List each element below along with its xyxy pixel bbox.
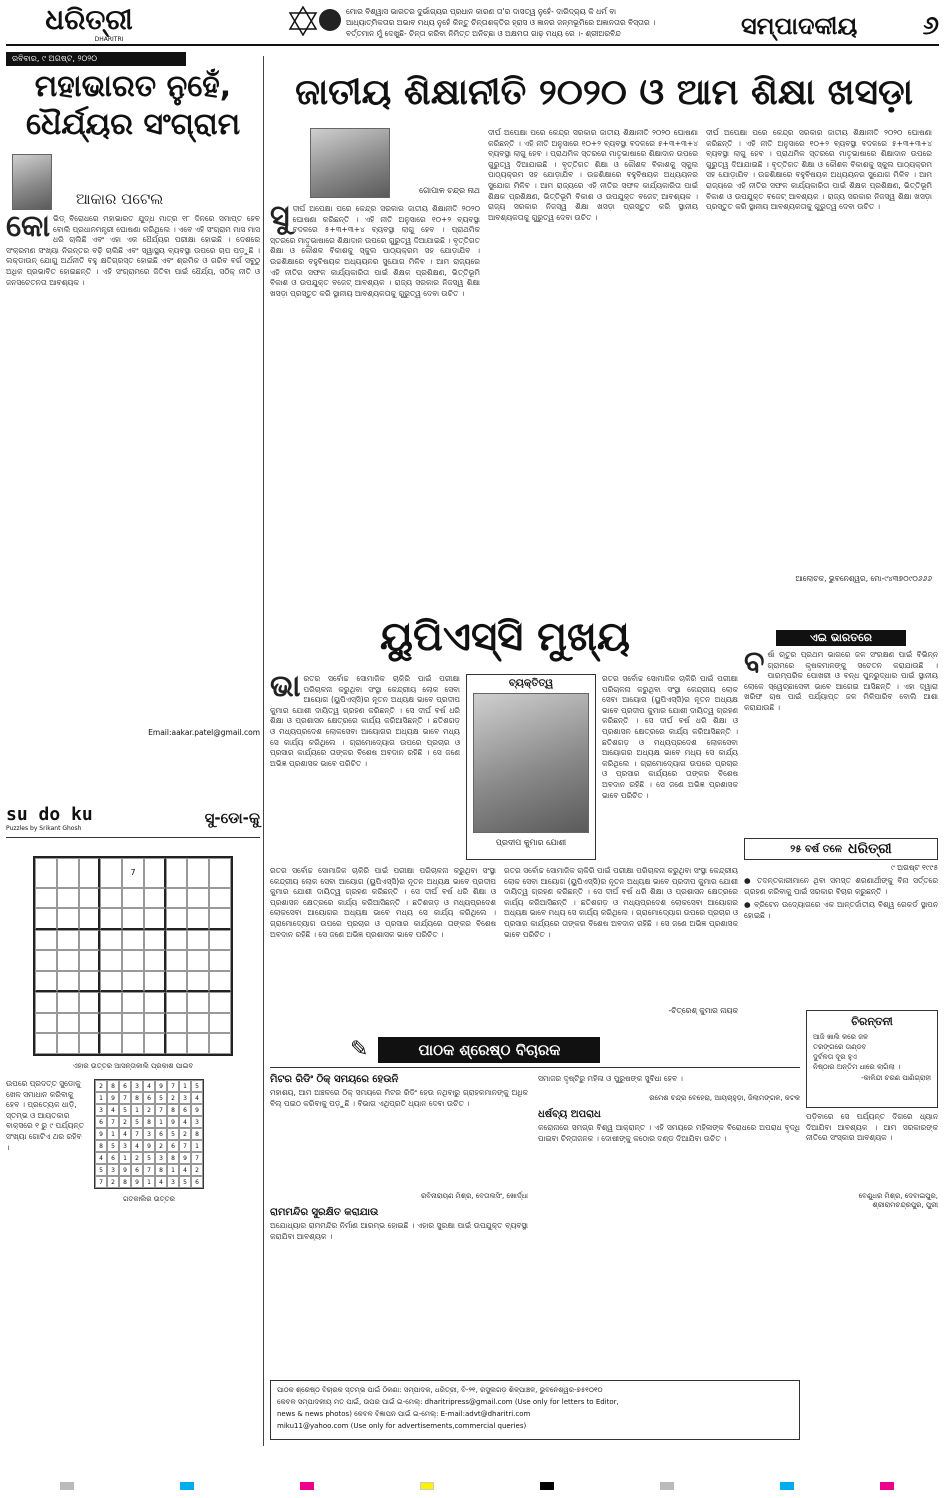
upsc-body-col3 bbox=[602, 674, 738, 860]
sudoku-cell[interactable] bbox=[35, 888, 57, 909]
solution-cell: 7 bbox=[179, 1140, 191, 1152]
sudoku-cell[interactable] bbox=[100, 930, 122, 951]
sudoku-title-or: ସୁ-ଡୋ-କୁ bbox=[204, 808, 260, 827]
personality-label: ବ୍ୟକ୍ତିତ୍ୱ bbox=[508, 678, 554, 689]
solution-cell: 7 bbox=[131, 1128, 143, 1140]
sudoku-cell[interactable] bbox=[57, 888, 79, 909]
twentyfive-item-text: ତଦନ୍ତକାରୀମାନେ ଥିବା ସମସ୍ତ ଶରଣାର୍ଥୀଙ୍କୁ ବିନା ସର୍ତ୍ତରେ ଗ୍ରହଣ କରିବାକୁ ପାଇଁ ସରକାର ବିଚାର କରୁଛନ୍ତି । bbox=[744, 876, 938, 896]
sudoku-caption: ଏହାର ଉତ୍ତର ଆସନ୍ତାକାଲି ପ୍ରକାଶ ପାଇବ bbox=[72, 1062, 194, 1070]
solution-cell: 1 bbox=[95, 1092, 107, 1104]
sudoku-cell[interactable] bbox=[166, 908, 188, 930]
footer-line: news & news photos) କେବଳ ବିଜ୍ଞାପନ ପାଇଁ ଇ-ମେଲ୍: E-mail:advt@dharitri.com bbox=[277, 1410, 531, 1418]
dropcap: କୋ bbox=[6, 214, 51, 244]
registration-mark bbox=[540, 1482, 554, 1490]
sudoku-cell[interactable] bbox=[144, 971, 166, 993]
solution-cell: 6 bbox=[167, 1140, 179, 1152]
dropcap: ସୁ bbox=[270, 204, 290, 234]
left-article bbox=[6, 68, 260, 738]
letter-title: ଧର୍ଷବ୍ୟ ଅପରାଧ bbox=[538, 1109, 601, 1120]
personality-photo bbox=[473, 693, 589, 833]
registration-mark bbox=[420, 1482, 434, 1490]
upsc-body-text: ରତର ସର୍ବୋଚ୍ଚ ସୋମାଜିକ ଚାକିରି ପାଇଁ ପରୀକ୍ଷା ପରିଚାଳନା କରୁଥିବା ସଂସ୍ଥା କେନ୍ଦ୍ରୀୟ ଲୋକ ସେବା ଆୟୋଗ (ୟୁପିଏସ୍‌ସି)ର ନୂତନ ଅଧ୍ୟକ୍ଷ ଭାବେ ପ୍ରଦୀପ କୁମାର ଯୋଶୀ ଦାୟିତ୍ୱ ଗ୍ରହଣ କରିଛନ୍ତି । ସେ ଦୀର୍ଘ ବର୍ଷ ଧରି ଶିକ୍ଷା ଓ ପ୍ରଶାସନ କ୍ଷେତ୍ରରେ କାର୍ଯ୍ୟ କରିଆସିଛନ୍ତି । ଛତିଶଗଡ଼ ଓ ମଧ୍ୟପ୍ରଦେଶ ଲୋକସେବା ଆୟୋଗର ଅଧ୍ୟକ୍ଷ ଭାବେ ମଧ୍ୟ ସେ କାର୍ଯ୍ୟ କରିଥିଲେ । ଗ୍ରାମୋଦ୍ୟୋଗ ଉପରେ ପ୍ରଚାର ଓ ପ୍ରସାର କାର୍ଯ୍ୟରେ ତାଙ୍କର ବିଶେଷ ଅବଦାନ ରହିଛି । ସେ ଜଣେ ଅଭିଜ୍ଞ ପ୍ରଶାସକ ଭାବେ ପରିଚିତ । bbox=[504, 866, 738, 939]
twentyfive-years-box bbox=[744, 838, 938, 998]
sudoku-cell[interactable] bbox=[57, 908, 79, 930]
sudoku-cell[interactable]: 7 bbox=[122, 858, 144, 888]
letter-sign: ରବିନାରାୟଣ ମିଶ୍ର, ବେତାଲସିଂ, ଖୋର୍ଦ୍ଧା bbox=[420, 1192, 528, 1200]
sudoku-cell[interactable] bbox=[122, 888, 144, 909]
footer-line: miku11@yahoo.com (Use only for advertisements,commercial queries) bbox=[277, 1422, 527, 1430]
sudoku-cell[interactable] bbox=[35, 971, 57, 993]
left-headline: ମହାଭାରତ ନୁହେଁ, ଧୈର୍ଯ୍ୟର ସଂଗ୍ରାମ bbox=[25, 69, 241, 142]
solution-cell: 2 bbox=[179, 1128, 191, 1140]
letters-section-title: ପାଠକ ଶ୍ରେଷ୍ଠ ବିଚାରକ bbox=[378, 1037, 600, 1063]
sudoku-cell[interactable] bbox=[79, 930, 101, 951]
solution-cell: 5 bbox=[167, 1128, 179, 1140]
sudoku-cell[interactable] bbox=[187, 950, 209, 971]
solution-cell: 8 bbox=[119, 1176, 131, 1188]
sudoku-solution-grid bbox=[94, 1079, 204, 1189]
letter-body bbox=[270, 1221, 528, 1301]
sudoku-cell[interactable] bbox=[187, 1013, 209, 1034]
solution-cell: 7 bbox=[167, 1080, 179, 1092]
author-email: Email:aakar.patel@gmail.com bbox=[148, 728, 260, 737]
footer-line: ପାଠକ ଶ୍ରେଷ୍ଠ ବିଚାରକ ସ୍ତମ୍ଭ ପାଇଁ ଠିକଣା: ସମ୍ପାଦକ, ଧରିତ୍ରୀ, ବି-୨୧, ରସୁଲଗଡ଼ ଶିଳ୍ପାଞ୍ଚଳ, ଭୁବନେଶ୍ୱର-୭୫୧୦୧୦ bbox=[277, 1386, 603, 1394]
sudoku-cell[interactable] bbox=[79, 908, 101, 930]
solution-cell: 8 bbox=[107, 1080, 119, 1092]
solution-cell: 6 bbox=[155, 1128, 167, 1140]
solution-cell: 1 bbox=[119, 1152, 131, 1164]
footer-line: କେବଳ ସମ୍ପାଦକୀୟ ମତ ପାଇଁ, ଉପର ପାଇଁ ଇ-ମେଲ୍: dharitripress@gmail.com (Use only for letters to Editor, bbox=[277, 1398, 619, 1406]
solution-cell: 8 bbox=[167, 1104, 179, 1116]
left-author: ଆକାର ପଟେଲ bbox=[76, 190, 164, 208]
solution-cell: 8 bbox=[143, 1116, 155, 1128]
twentyfive-item-text: ବ୍ରିଟେନ ଉଦ୍ୟୋଗରେ ଏକ ଆନ୍ତର୍ଜାତୀୟ ବିଶ୍ୱ ରେକର୍ଡ ସ୍ଥାପନ ହୋଇଛି । bbox=[744, 900, 938, 920]
upsc-headline: ୟୁପିଏସ୍‌ସି ମୁଖ୍ୟ bbox=[380, 614, 630, 660]
quote-line: ବର୍ତ୍ତମାନ ମୁଁ ଦେଖୁଛି- ଚିନ୍ତା କରିବା ନିମିତ୍ତ ଅନିଚ୍ଛା ଓ ଅକ୍ଷମତା ଗାଢ଼ ମଧ୍ୟ ରେ ।- ଶ୍ରୀଅରବିନ୍ଦ bbox=[346, 29, 621, 38]
sudoku-rules-text: ଉପରେ ପ୍ରଦତ୍ତ ସୁଡୋକୁ ଖେଳ ସମାଧାନ କରିବାକୁ ହେବ । ପ୍ରତ୍ୟେକ ଧାଡ଼ି, ସ୍ତମ୍ଭ ଓ ଆୟତକାର ବାକ୍ସରେ ୧ ରୁ ୯ ପର୍ଯ୍ୟନ୍ତ ସଂଖ୍ୟା ଗୋଟିଏ ଥର ରହିବ । bbox=[6, 1079, 84, 1152]
solution-cell: 3 bbox=[155, 1152, 167, 1164]
solution-cell: 6 bbox=[179, 1104, 191, 1116]
sudoku-cell[interactable] bbox=[209, 858, 231, 888]
emblem-circle-icon bbox=[319, 9, 341, 31]
twentyfive-label: ୨୫ ବର୍ଷ ତଳେ bbox=[790, 843, 842, 855]
letter-sign: ରମେଶ ଚନ୍ଦ୍ର ବେହେରା, ଆୟଚାହୁଡ଼ା, ଜିଲାମଙ୍ଗଳ, କଟକ bbox=[649, 1094, 800, 1102]
upsc-body-col5 bbox=[504, 866, 738, 1004]
main-headline: ଜାତୀୟ ଶିକ୍ଷାନୀତି ୨୦୨୦ ଓ ଆମ ଶିକ୍ଷା ଖସଡ଼ା bbox=[295, 72, 913, 113]
bullet-icon: ● bbox=[744, 876, 758, 885]
solution-cell: 5 bbox=[119, 1104, 131, 1116]
sudoku-cell[interactable] bbox=[209, 930, 231, 951]
solution-cell: 2 bbox=[167, 1092, 179, 1104]
solution-cell: 4 bbox=[119, 1128, 131, 1140]
solution-cell: 6 bbox=[119, 1080, 131, 1092]
registration-mark bbox=[60, 1482, 74, 1490]
section-label bbox=[741, 8, 939, 44]
solution-cell: 7 bbox=[107, 1116, 119, 1128]
solution-cell: 2 bbox=[95, 1080, 107, 1092]
twentyfive-brand: ଧରିତ୍ରୀ bbox=[848, 841, 892, 857]
solution-cell: 7 bbox=[155, 1104, 167, 1116]
solution-cell: 3 bbox=[95, 1104, 107, 1116]
solution-cell: 9 bbox=[167, 1116, 179, 1128]
ei-bharatare-text: ର୍ଷା ଋତୁର ପ୍ରଥମ ଭାଗରେ ଜଳ ସଂରକ୍ଷଣ ପାଇଁ ବିଭିନ୍ନ ଗ୍ରାମରେ କୃଷକମାନଙ୍କୁ ସଚେତନ କରାଯାଉଛି । ପାରମ୍ପରିକ ପୋଖରୀ ଓ ବନ୍ଧ ପୁନରୁଦ୍ଧାର ପାଇଁ ସ୍ଥାନୀୟ ଲୋକେ ସ୍ୱେଚ୍ଛାସେବୀ ଭାବେ ଆଗେଇ ଆସିଛନ୍ତି । ଏହା ଦ୍ୱାରା ଖରିଫ ଚାଷ ପାଇଁ ପର୍ଯ୍ୟାପ୍ତ ଜଳ ମିଳିପାରିବ ବୋଲି ଆଶା କରାଯାଉଛି । bbox=[744, 650, 938, 712]
quote-line: ଆଧ୍ୟାତ୍ମିକତାର ଅଭାବ ମଧ୍ୟ ନୁହେଁ କିନ୍ତୁ ଚିନ୍ତାଶକ୍ତିର ହ୍ରାସ ଓ ଜ୍ଞାନର ଜନ୍ମଭୂମିରେ ଅଜ୍ଞାନତାର ବିସ୍ତାର । bbox=[346, 18, 656, 27]
sudoku-cell[interactable] bbox=[57, 1033, 79, 1054]
dropcap: ବ bbox=[744, 650, 765, 680]
logo-sub: DHARITRI bbox=[94, 36, 124, 43]
solution-cell: 8 bbox=[155, 1164, 167, 1176]
sudoku-cell[interactable] bbox=[187, 992, 209, 1013]
sudoku-cell[interactable] bbox=[122, 930, 144, 951]
sudoku-cell[interactable] bbox=[187, 930, 209, 951]
solution-cell: 1 bbox=[143, 1176, 155, 1188]
solution-cell: 1 bbox=[131, 1104, 143, 1116]
letter-title: ରାମମନ୍ଦିର ସୁରକ୍ଷିତ କରାଯାଉ bbox=[270, 1207, 379, 1218]
solution-cell: 9 bbox=[95, 1128, 107, 1140]
photo-caption: ପ୍ରଦୀପ କୁମାର ଯୋଶୀ bbox=[495, 838, 567, 847]
sudoku-cell[interactable] bbox=[100, 908, 122, 930]
author-photo bbox=[12, 154, 52, 210]
sudoku-cell[interactable] bbox=[79, 992, 101, 1013]
solution-cell: 2 bbox=[143, 1104, 155, 1116]
sudoku-cell[interactable] bbox=[209, 908, 231, 930]
solution-cell: 8 bbox=[191, 1128, 203, 1140]
sudoku-cell[interactable] bbox=[166, 950, 188, 971]
sudoku-cell[interactable] bbox=[144, 1013, 166, 1034]
left-body-text: ଭିଡ୍ ବିରୋଧରେ ମହାଭାରତ ଯୁଦ୍ଧ ମାତ୍ର ୧୮ ଦିନରେ ସମାପ୍ତ ହେବ ବୋଲି ପ୍ରଧାନମନ୍ତ୍ରୀ ଘୋଷଣା କରିଥିଲେ । ଏବେ ଏହି ସଂଗ୍ରାମ ମାସ ମାସ ଧରି ଚାଲିଛି ଏବଂ ଏହା ଏକ ଧୈର୍ଯ୍ୟର ପରୀକ୍ଷା ହୋଇଛି । ଦେଶରେ ସଂକ୍ରମଣ ସଂଖ୍ୟା ନିରନ୍ତର ବଢ଼ି ଚାଲିଛି ଏବଂ ସ୍ୱାସ୍ଥ୍ୟ ବ୍ୟବସ୍ଥା ଉପରେ ଚାପ ପଡ଼ୁଛି । ଲକ୍‌ଡାଉନ୍ ଯୋଗୁ ଅର୍ଥନୀତି ବହୁ କ୍ଷତିଗ୍ରସ୍ତ ହୋଇଛି ଏବଂ ଶ୍ରମିକ ଓ ଗରିବ ବର୍ଗ ସବୁଠୁ ଅଧିକ ପ୍ରଭାବିତ ହୋଇଛନ୍ତି । ଏହି ସଂଗ୍ରାମରେ ଜିତିବା ପାଇଁ ଧୈର୍ଯ୍ୟ, ସଠିକ୍ ନୀତି ଓ ଜନସଚେତନତା ଆବଶ୍ୟକ । bbox=[6, 214, 260, 287]
sudoku-cell[interactable] bbox=[144, 930, 166, 951]
sudoku-subtitle: Puzzles by Srikant Ghosh bbox=[6, 824, 82, 832]
solution-cell: 2 bbox=[131, 1152, 143, 1164]
solution-cell: 9 bbox=[119, 1164, 131, 1176]
masthead bbox=[6, 4, 939, 54]
tail-note-text: ପଡ଼ିବାରେ ସେ ପର୍ଯ୍ୟନ୍ତ ଦିଗରେ ଧ୍ୟାନ ଦିଆଯିବା ଆବଶ୍ୟକ । ଆମ ସରକାରଙ୍କ ନୀତିରେ ସଂସ୍କାର ଆବଶ୍ୟକ । bbox=[806, 1112, 938, 1143]
sudoku-cell[interactable] bbox=[35, 1033, 57, 1054]
sudoku-cell[interactable] bbox=[209, 992, 231, 1013]
sudoku-cell[interactable] bbox=[100, 888, 122, 909]
main-article bbox=[270, 128, 938, 598]
sudoku-cell[interactable] bbox=[144, 1033, 166, 1054]
upsc-body-col4 bbox=[270, 866, 496, 1016]
solution-cell: 4 bbox=[155, 1176, 167, 1188]
solution-cell: 9 bbox=[131, 1176, 143, 1188]
sudoku-cell[interactable] bbox=[187, 888, 209, 909]
solution-cell: 8 bbox=[167, 1152, 179, 1164]
sudoku-cell[interactable] bbox=[57, 858, 79, 888]
sudoku-cell[interactable] bbox=[122, 992, 144, 1013]
solution-cell: 6 bbox=[131, 1164, 143, 1176]
solution-cell: 5 bbox=[107, 1140, 119, 1152]
sudoku-cell[interactable] bbox=[35, 858, 57, 888]
sudoku-cell[interactable] bbox=[122, 1033, 144, 1054]
registration-mark bbox=[180, 1482, 194, 1490]
solution-cell: 5 bbox=[95, 1164, 107, 1176]
solution-cell: 1 bbox=[167, 1164, 179, 1176]
upsc-body-text: ରତର ସର୍ବୋଚ୍ଚ ସୋମାଜିକ ଚାକିରି ପାଇଁ ପରୀକ୍ଷା ପରିଚାଳନା କରୁଥିବା ସଂସ୍ଥା କେନ୍ଦ୍ରୀୟ ଲୋକ ସେବା ଆୟୋଗ (ୟୁପିଏସ୍‌ସି)ର ନୂତନ ଅଧ୍ୟକ୍ଷ ଭାବେ ପ୍ରଦୀପ କୁମାର ଯୋଶୀ ଦାୟିତ୍ୱ ଗ୍ରହଣ କରିଛନ୍ତି । ସେ ଦୀର୍ଘ ବର୍ଷ ଧରି ଶିକ୍ଷା ଓ ପ୍ରଶାସନ କ୍ଷେତ୍ରରେ କାର୍ଯ୍ୟ କରିଆସିଛନ୍ତି । ଛତିଶଗଡ଼ ଓ ମଧ୍ୟପ୍ରଦେଶ ଲୋକସେବା ଆୟୋଗର ଅଧ୍ୟକ୍ଷ ଭାବେ ମଧ୍ୟ ସେ କାର୍ଯ୍ୟ କରିଥିଲେ । ଗ୍ରାମୋଦ୍ୟୋଗ ଉପରେ ପ୍ରଚାର ଓ ପ୍ରସାର କାର୍ଯ୍ୟରେ ତାଙ୍କର ବିଶେଷ ଅବଦାନ ରହିଛି । ସେ ଜଣେ ଅଭିଜ୍ଞ ପ୍ରଶାସକ ଭାବେ ପରିଚିତ । bbox=[270, 866, 496, 939]
letter-body-text: ଅଯୋଧ୍ୟାର ରାମମନ୍ଦିର ନିର୍ମାଣ ଆରମ୍ଭ ହୋଇଛି । ଏହାର ସୁରକ୍ଷା ପାଇଁ ଉପଯୁକ୍ତ ବ୍ୟବସ୍ଥା କରାଯିବା ଆବଶ୍ୟକ । bbox=[270, 1221, 528, 1241]
sudoku-cell[interactable] bbox=[209, 1033, 231, 1054]
sudoku-cell[interactable] bbox=[187, 908, 209, 930]
twentyfive-date: ୯ ଅଗଷ୍ଟ ୧୯୯୫ bbox=[891, 863, 938, 872]
sudoku-cell[interactable] bbox=[144, 858, 166, 888]
solution-cell: 5 bbox=[131, 1116, 143, 1128]
letter-body-text: ମହାଶୟ, ଆମ ଅଞ୍ଚଳରେ ଠିକ୍ ସମୟରେ ମିଟର ରିଡିଂ ହେଉ ନଥିବାରୁ ଗ୍ରାହକମାନଙ୍କୁ ଅଧିକ ବିଲ୍ ପଇଠ କରିବାକୁ ପଡ଼ୁଛି । ବିଭାଗ ଏଥିପ୍ରତି ଧ୍ୟାନ ଦେବା ଉଚିତ । bbox=[270, 1088, 528, 1108]
sudoku-cell[interactable] bbox=[166, 858, 188, 888]
registration-mark bbox=[780, 1482, 794, 1490]
tail-note-sign: ବେଣୁଧର ମିଶ୍ର, ଦେବାଇପୁର, ଶ୍ରୀରାମଚନ୍ଦ୍ରପୁର, ପୁରୀ bbox=[858, 1192, 938, 1209]
sudoku-cell[interactable] bbox=[35, 1013, 57, 1034]
tail-note-body bbox=[806, 1112, 938, 1192]
solution-cell: 5 bbox=[179, 1176, 191, 1188]
chirantani-title: ଚିରନ୍ତନୀ bbox=[851, 1015, 893, 1028]
sudoku-cell[interactable] bbox=[166, 930, 188, 951]
sudoku-cell[interactable] bbox=[122, 1013, 144, 1034]
solution-cell: 4 bbox=[95, 1152, 107, 1164]
sudoku-cell[interactable] bbox=[144, 908, 166, 930]
date-bar bbox=[6, 52, 186, 66]
left-body bbox=[6, 214, 260, 726]
solution-cell: 5 bbox=[143, 1152, 155, 1164]
sudoku-cell[interactable] bbox=[79, 858, 101, 888]
solution-caption: ଗତକାଲିର ଉତ୍ତର bbox=[123, 1195, 175, 1203]
sudoku-cell[interactable] bbox=[79, 1033, 101, 1054]
sudoku-cell[interactable] bbox=[209, 888, 231, 909]
personality-box bbox=[466, 674, 596, 860]
solution-cell: 3 bbox=[167, 1176, 179, 1188]
sudoku-cell[interactable] bbox=[79, 1013, 101, 1034]
solution-cell: 6 bbox=[107, 1152, 119, 1164]
sudoku-cell[interactable] bbox=[122, 950, 144, 971]
sudoku-cell[interactable] bbox=[79, 888, 101, 909]
sudoku-cell[interactable] bbox=[35, 930, 57, 951]
main-body-col3 bbox=[706, 128, 932, 568]
solution-cell: 8 bbox=[131, 1092, 143, 1104]
sudoku-cell[interactable] bbox=[166, 992, 188, 1013]
solution-cell: 4 bbox=[191, 1092, 203, 1104]
logo-text: ଧରିତ୍ରୀ bbox=[45, 3, 133, 36]
upsc-body-text: ରତର ସର୍ବୋଚ୍ଚ ସୋମାଜିକ ଚାକିରି ପାଇଁ ପରୀକ୍ଷା ପରିଚାଳନା କରୁଥିବା ସଂସ୍ଥା କେନ୍ଦ୍ରୀୟ ଲୋକ ସେବା ଆୟୋଗ (ୟୁପିଏସ୍‌ସି)ର ନୂତନ ଅଧ୍ୟକ୍ଷ ଭାବେ ପ୍ରଦୀପ କୁମାର ଯୋଶୀ ଦାୟିତ୍ୱ ଗ୍ରହଣ କରିଛନ୍ତି । ସେ ଦୀର୍ଘ ବର୍ଷ ଧରି ଶିକ୍ଷା ଓ ପ୍ରଶାସନ କ୍ଷେତ୍ରରେ କାର୍ଯ୍ୟ କରିଆସିଛନ୍ତି । ଛତିଶଗଡ଼ ଓ ମଧ୍ୟପ୍ରଦେଶ ଲୋକସେବା ଆୟୋଗର ଅଧ୍ୟକ୍ଷ ଭାବେ ମଧ୍ୟ ସେ କାର୍ଯ୍ୟ କରିଥିଲେ । ଗ୍ରାମୋଦ୍ୟୋଗ ଉପରେ ପ୍ରଚାର ଓ ପ୍ରସାର କାର୍ଯ୍ୟରେ ତାଙ୍କର ବିଶେଷ ଅବଦାନ ରହିଛି । ସେ ଜଣେ ଅଭିଜ୍ଞ ପ୍ରଶାସକ ଭାବେ ପରିଚିତ । bbox=[270, 674, 460, 768]
masthead-rule bbox=[6, 44, 939, 46]
sudoku-cell[interactable] bbox=[187, 858, 209, 888]
letter-title: ମିଟର ରିଡିଂ ଠିକ୍ ସମୟରେ ହେଉନି bbox=[270, 1074, 399, 1085]
upsc-article-cont bbox=[270, 866, 740, 1016]
solution-cell: 2 bbox=[155, 1140, 167, 1152]
sudoku-grid[interactable] bbox=[33, 856, 233, 1056]
poem-line: ଦୁର୍ବଳତା ଦୂର ହୁଏ bbox=[813, 1053, 857, 1061]
solution-cell: 8 bbox=[95, 1140, 107, 1152]
bullet-icon: ● bbox=[744, 900, 755, 910]
sudoku-cell[interactable] bbox=[100, 992, 122, 1013]
upsc-body-text: ରତର ସର୍ବୋଚ୍ଚ ସୋମାଜିକ ଚାକିରି ପାଇଁ ପରୀକ୍ଷା ପରିଚାଳନା କରୁଥିବା ସଂସ୍ଥା କେନ୍ଦ୍ରୀୟ ଲୋକ ସେବା ଆୟୋଗ (ୟୁପିଏସ୍‌ସି)ର ନୂତନ ଅଧ୍ୟକ୍ଷ ଭାବେ ପ୍ରଦୀପ କୁମାର ଯୋଶୀ ଦାୟିତ୍ୱ ଗ୍ରହଣ କରିଛନ୍ତି । ସେ ଦୀର୍ଘ ବର୍ଷ ଧରି ଶିକ୍ଷା ଓ ପ୍ରଶାସନ କ୍ଷେତ୍ରରେ କାର୍ଯ୍ୟ କରିଆସିଛନ୍ତି । ଛତିଶଗଡ଼ ଓ ମଧ୍ୟପ୍ରଦେଶ ଲୋକସେବା ଆୟୋଗର ଅଧ୍ୟକ୍ଷ ଭାବେ ମଧ୍ୟ ସେ କାର୍ଯ୍ୟ କରିଥିଲେ । ଗ୍ରାମୋଦ୍ୟୋଗ ଉପରେ ପ୍ରଚାର ଓ ପ୍ରସାର କାର୍ଯ୍ୟରେ ତାଙ୍କର ବିଶେଷ ଅବଦାନ ରହିଛି । ସେ ଜଣେ ଅଭିଜ୍ଞ ପ୍ରଶାସକ ଭାବେ ପରିଚିତ । bbox=[602, 674, 738, 800]
dropcap: ଭା bbox=[270, 674, 301, 704]
solution-cell: 3 bbox=[179, 1092, 191, 1104]
sudoku-cell[interactable] bbox=[100, 1013, 122, 1034]
star-emblem-icon bbox=[288, 6, 318, 36]
solution-cell: 7 bbox=[191, 1152, 203, 1164]
sudoku-cell[interactable] bbox=[187, 1033, 209, 1054]
sudoku-cell[interactable] bbox=[35, 908, 57, 930]
pen-icon: ✎ bbox=[350, 1037, 369, 1062]
sudoku-cell[interactable] bbox=[100, 858, 122, 888]
sudoku-cell[interactable] bbox=[100, 971, 122, 993]
letter-body-text: ସମାଜର ଦୃଷ୍ଟିରୁ ମହିଳା ଓ ପୁରୁଷଙ୍କ ସୁବିଧା ହେବ । bbox=[538, 1074, 683, 1083]
main-signature: ଆଲୋଚକ, ଭୁବନେଶ୍ୱର, ମୋ-୯୪୩୭୦୯୦୬୬୬ bbox=[795, 574, 932, 583]
letter-body bbox=[538, 1123, 800, 1303]
solution-cell: 2 bbox=[119, 1116, 131, 1128]
sudoku-cell[interactable] bbox=[35, 992, 57, 1013]
upsc-article bbox=[270, 674, 740, 864]
sudoku-cell[interactable] bbox=[57, 950, 79, 971]
main-body-col2 bbox=[488, 128, 698, 588]
sudoku-rules bbox=[6, 1079, 86, 1219]
solution-cell: 9 bbox=[155, 1080, 167, 1092]
sudoku-cell[interactable] bbox=[122, 908, 144, 930]
solution-cell: 3 bbox=[191, 1116, 203, 1128]
main-author: ଗୋପାଳ ଚନ୍ଦ୍ର ନାଥ bbox=[419, 186, 480, 195]
solution-cell: 2 bbox=[107, 1176, 119, 1188]
sudoku-cell[interactable] bbox=[57, 992, 79, 1013]
solution-cell: 1 bbox=[191, 1140, 203, 1152]
solution-cell: 1 bbox=[179, 1080, 191, 1092]
sudoku-cell[interactable] bbox=[57, 930, 79, 951]
letter-body bbox=[270, 1088, 528, 1192]
solution-cell: 4 bbox=[143, 1080, 155, 1092]
sudoku-cell[interactable] bbox=[166, 1013, 188, 1034]
twentyfive-item bbox=[744, 900, 938, 921]
main-body bbox=[270, 204, 480, 574]
solution-cell: 3 bbox=[107, 1164, 119, 1176]
sudoku-cell[interactable] bbox=[166, 1033, 188, 1054]
solution-cell: 1 bbox=[107, 1128, 119, 1140]
twentyfive-item bbox=[744, 876, 938, 897]
solution-cell: 4 bbox=[131, 1140, 143, 1152]
letter-body-text: କରୋନାରେ ସମଗ୍ର ବିଶ୍ୱ ଆକ୍ରାନ୍ତ । ଏହି ସମୟରେ ମହିଳାଙ୍କ ବିରୋଧରେ ଅପରାଧ ବୃଦ୍ଧି ପାଇବା ଚିନ୍ତାଜନକ । ଦୋଷୀଙ୍କୁ କଠୋର ଦଣ୍ଡ ଦିଆଯିବା ଉଚିତ । bbox=[538, 1123, 800, 1143]
letters-footer bbox=[270, 1380, 800, 1440]
poem-line: ତରଙ୍ଗରେ ତାଣ୍ଡବ bbox=[813, 1043, 867, 1051]
tail-note bbox=[806, 1112, 938, 1222]
sudoku-cell[interactable] bbox=[166, 971, 188, 993]
poem-line: ନିଷ୍ଠାର ଅନ୍ତିମ ଧାରେ ଲାଗିଲା । bbox=[813, 1063, 901, 1071]
ei-bharatare-title: ଏଇ ଭାରତରେ bbox=[776, 630, 906, 646]
column-rule bbox=[263, 56, 264, 1446]
registration-mark bbox=[880, 1482, 894, 1490]
poem-line: ଆଜି ଖାଲି କରେ ଜଳ bbox=[813, 1033, 869, 1041]
solution-cell: 4 bbox=[107, 1104, 119, 1116]
sudoku-title-en: su do ku bbox=[6, 803, 93, 825]
solution-cell: 2 bbox=[191, 1164, 203, 1176]
page-number: ୬ bbox=[922, 10, 939, 41]
main-body-text: ଦୀର୍ଘ ଅପେକ୍ଷା ପରେ କେନ୍ଦ୍ର ସରକାର ଜାତୀୟ ଶିକ୍ଷାନୀତି ୨୦୨୦ ଘୋଷଣା କରିଛନ୍ତି । ଏହି ନୀତି ଅନୁସାରେ ୧୦+୨ ବ୍ୟବସ୍ଥା ବଦଳରେ ୫+୩+୩+୪ ବ୍ୟବସ୍ଥା ଲାଗୁ ହେବ । ପ୍ରାଥମିକ ସ୍ତରରେ ମାତୃଭାଷାରେ ଶିକ୍ଷାଦାନ ଉପରେ ଗୁରୁତ୍ୱ ଦିଆଯାଇଛି । ବୃତ୍ତିଗତ ଶିକ୍ଷା ଓ କୌଶଳ ବିକାଶକୁ ସ୍କୁଲ ପାଠ୍ୟକ୍ରମ ସହ ଯୋଡ଼ାଯିବ । ଉଚ୍ଚଶିକ୍ଷାରେ ବହୁବିଷୟକ ଅଧ୍ୟୟନର ସୁଯୋଗ ମିଳିବ । ଆମ ରାଜ୍ୟରେ ଏହି ନୀତିର ସଫଳ କାର୍ଯ୍ୟକାରିତା ପାଇଁ ଶିକ୍ଷକ ପ୍ରଶିକ୍ଷଣ, ଭିତ୍ତିଭୂମି ବିକାଶ ଓ ଉପଯୁକ୍ତ ବଜେଟ୍ ଆବଶ୍ୟକ । ରାଜ୍ୟ ସରକାର ନିଜସ୍ୱ ଶିକ୍ଷା ଖସଡ଼ା ପ୍ରସ୍ତୁତ କରି ସ୍ଥାନୀୟ ଆବଶ୍ୟକତାକୁ ଗୁରୁତ୍ୱ ଦେବା ଉଚିତ । bbox=[270, 204, 480, 298]
quote-line: ମୋର ବିଶ୍ୱାସ ଭାରତର ଦୁର୍ଭାଗ୍ୟର ପ୍ରଧାନ କାରଣ ତା'ର ଦାସତ୍ୱ ନୁହେଁ- ଦାରିଦ୍ର୍ୟ କି ଧର୍ମ ବା bbox=[346, 7, 617, 16]
sudoku-cell[interactable] bbox=[100, 950, 122, 971]
sudoku-cell[interactable] bbox=[166, 888, 188, 909]
solution-cell: 7 bbox=[119, 1092, 131, 1104]
solution-cell: 7 bbox=[143, 1164, 155, 1176]
solution-cell: 3 bbox=[131, 1080, 143, 1092]
sudoku-cell[interactable] bbox=[79, 971, 101, 993]
sudoku-section bbox=[6, 798, 260, 1438]
letter-body bbox=[538, 1074, 800, 1094]
sudoku-cell[interactable] bbox=[122, 971, 144, 993]
ei-bharatare-box bbox=[744, 630, 938, 830]
chirantani-box bbox=[806, 1010, 938, 1108]
sudoku-cell[interactable] bbox=[209, 1013, 231, 1034]
solution-cell: 6 bbox=[143, 1092, 155, 1104]
solution-cell: 9 bbox=[191, 1104, 203, 1116]
sudoku-cell[interactable] bbox=[79, 950, 101, 971]
section-title: ସମ୍ପାଦକୀୟ bbox=[741, 12, 858, 40]
solution-cell: 4 bbox=[179, 1116, 191, 1128]
sudoku-cell[interactable] bbox=[57, 1013, 79, 1034]
upsc-body-col1 bbox=[270, 674, 460, 860]
sudoku-cell[interactable] bbox=[100, 1033, 122, 1054]
sudoku-cell[interactable] bbox=[35, 950, 57, 971]
main-body-text: ଦୀର୍ଘ ଅପେକ୍ଷା ପରେ କେନ୍ଦ୍ର ସରକାର ଜାତୀୟ ଶିକ୍ଷାନୀତି ୨୦୨୦ ଘୋଷଣା କରିଛନ୍ତି । ଏହି ନୀତି ଅନୁସାରେ ୧୦+୨ ବ୍ୟବସ୍ଥା ବଦଳରେ ୫+୩+୩+୪ ବ୍ୟବସ୍ଥା ଲାଗୁ ହେବ । ପ୍ରାଥମିକ ସ୍ତରରେ ମାତୃଭାଷାରେ ଶିକ୍ଷାଦାନ ଉପରେ ଗୁରୁତ୍ୱ ଦିଆଯାଇଛି । ବୃତ୍ତିଗତ ଶିକ୍ଷା ଓ କୌଶଳ ବିକାଶକୁ ସ୍କୁଲ ପାଠ୍ୟକ୍ରମ ସହ ଯୋଡ଼ାଯିବ । ଉଚ୍ଚଶିକ୍ଷାରେ ବହୁବିଷୟକ ଅଧ୍ୟୟନର ସୁଯୋଗ ମିଳିବ । ଆମ ରାଜ୍ୟରେ ଏହି ନୀତିର ସଫଳ କାର୍ଯ୍ୟକାରିତା ପାଇଁ ଶିକ୍ଷକ ପ୍ରଶିକ୍ଷଣ, ଭିତ୍ତିଭୂମି ବିକାଶ ଓ ଉପଯୁକ୍ତ ବଜେଟ୍ ଆବଶ୍ୟକ । ରାଜ୍ୟ ସରକାର ନିଜସ୍ୱ ଶିକ୍ଷା ଖସଡ଼ା ପ୍ରସ୍ତୁତ କରି ସ୍ଥାନୀୟ ଆବଶ୍ୟକତାକୁ ଗୁରୁତ୍ୱ ଦେବା ଉଚିତ । bbox=[488, 128, 698, 222]
sudoku-cell[interactable] bbox=[209, 950, 231, 971]
sudoku-cell[interactable] bbox=[187, 971, 209, 993]
registration-mark bbox=[660, 1482, 674, 1490]
masthead-quote bbox=[346, 6, 726, 39]
sudoku-cell[interactable] bbox=[209, 971, 231, 993]
upsc-signature: -ଚିତ୍ରେଶ୍ କୁମାର ନାୟକ bbox=[668, 1006, 738, 1015]
reader-letters bbox=[270, 1032, 800, 1442]
solution-cell: 9 bbox=[143, 1140, 155, 1152]
solution-cell: 7 bbox=[95, 1176, 107, 1188]
solution-cell: 9 bbox=[179, 1152, 191, 1164]
solution-cell: 3 bbox=[119, 1140, 131, 1152]
solution-cell: 6 bbox=[95, 1116, 107, 1128]
issue-date: ରବିବାର, ୯ ଅଗଷ୍ଟ, ୨୦୨୦ bbox=[12, 54, 98, 63]
sudoku-cell[interactable] bbox=[144, 888, 166, 909]
registration-mark bbox=[300, 1482, 314, 1490]
sudoku-cell[interactable] bbox=[57, 971, 79, 993]
solution-cell: 5 bbox=[191, 1080, 203, 1092]
solution-cell: 6 bbox=[191, 1176, 203, 1188]
ei-bharatare-body bbox=[744, 650, 938, 826]
solution-cell: 9 bbox=[107, 1092, 119, 1104]
sudoku-cell[interactable] bbox=[144, 992, 166, 1013]
sudoku-cell[interactable] bbox=[144, 950, 166, 971]
poem-attribution: -କାଳିନ୍ଦୀ ଚରଣ ପାଣିଗ୍ରାହୀ bbox=[861, 1074, 931, 1082]
solution-cell: 5 bbox=[155, 1092, 167, 1104]
solution-cell: 4 bbox=[179, 1164, 191, 1176]
main-body-text: ଦୀର୍ଘ ଅପେକ୍ଷା ପରେ କେନ୍ଦ୍ର ସରକାର ଜାତୀୟ ଶିକ୍ଷାନୀତି ୨୦୨୦ ଘୋଷଣା କରିଛନ୍ତି । ଏହି ନୀତି ଅନୁସାରେ ୧୦+୨ ବ୍ୟବସ୍ଥା ବଦଳରେ ୫+୩+୩+୪ ବ୍ୟବସ୍ଥା ଲାଗୁ ହେବ । ପ୍ରାଥମିକ ସ୍ତରରେ ମାତୃଭାଷାରେ ଶିକ୍ଷାଦାନ ଉପରେ ଗୁରୁତ୍ୱ ଦିଆଯାଇଛି । ବୃତ୍ତିଗତ ଶିକ୍ଷା ଓ କୌଶଳ ବିକାଶକୁ ସ୍କୁଲ ପାଠ୍ୟକ୍ରମ ସହ ଯୋଡ଼ାଯିବ । ଉଚ୍ଚଶିକ୍ଷାରେ ବହୁବିଷୟକ ଅଧ୍ୟୟନର ସୁଯୋଗ ମିଳିବ । ଆମ ରାଜ୍ୟରେ ଏହି ନୀତିର ସଫଳ କାର୍ଯ୍ୟକାରିତା ପାଇଁ ଶିକ୍ଷକ ପ୍ରଶିକ୍ଷଣ, ଭିତ୍ତିଭୂମି ବିକାଶ ଓ ଉପଯୁକ୍ତ ବଜେଟ୍ ଆବଶ୍ୟକ । ରାଜ୍ୟ ସରକାର ନିଜସ୍ୱ ଶିକ୍ଷା ଖସଡ଼ା ପ୍ରସ୍ତୁତ କରି ସ୍ଥାନୀୟ ଆବଶ୍ୟକତାକୁ ଗୁରୁତ୍ୱ ଦେବା ଉଚିତ । bbox=[706, 128, 932, 212]
solution-cell: 1 bbox=[155, 1116, 167, 1128]
logo bbox=[14, 4, 164, 42]
solution-cell: 3 bbox=[143, 1128, 155, 1140]
